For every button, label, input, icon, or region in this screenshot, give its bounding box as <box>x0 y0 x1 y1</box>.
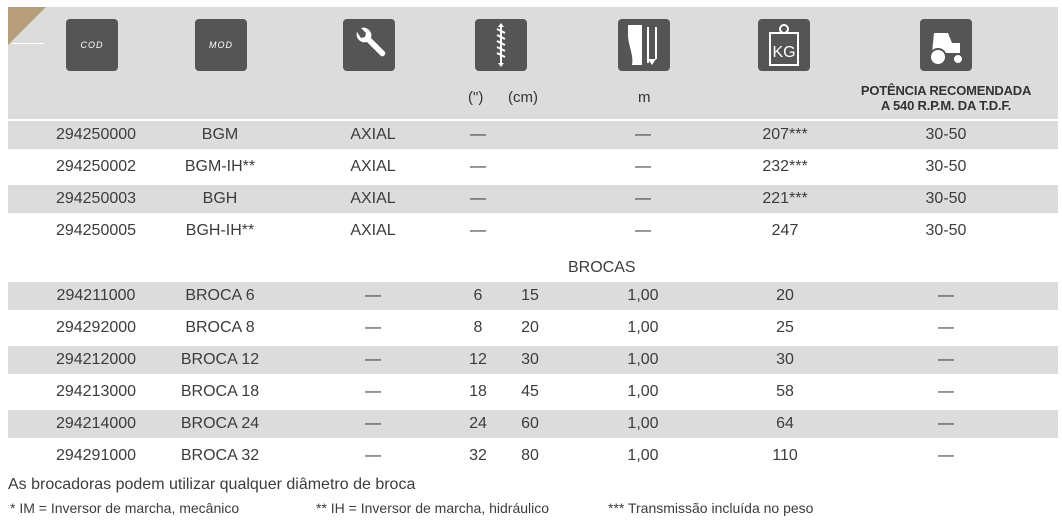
broca-kg-cell: 30 <box>776 351 794 368</box>
broca-mod-cell: BROCA 6 <box>185 287 255 304</box>
broca-cod-cell: 294213000 <box>55 383 137 400</box>
machine-trans-cell: AXIAL <box>350 126 396 143</box>
broca-inch-cell: 6 <box>473 287 483 304</box>
power-label <box>846 83 1046 113</box>
machine-mod-cell: BGH-IH** <box>185 222 255 239</box>
broca-power-cell: — <box>938 287 954 304</box>
broca-m-cell: 1,00 <box>627 287 659 304</box>
section-title: BROCAS <box>568 259 636 276</box>
wrench-icon <box>343 19 395 71</box>
machine-inch-cell: — <box>470 158 486 175</box>
machine-cod-cell: 294250002 <box>55 158 137 175</box>
machine-trans-cell: AXIAL <box>350 158 396 175</box>
machine-mod-cell: BGM-IH** <box>184 158 256 175</box>
broca-m-cell: 1,00 <box>627 319 659 336</box>
machine-cm-cell <box>508 121 552 149</box>
broca-cm-cell: 20 <box>521 319 539 336</box>
machine-row <box>8 153 1058 181</box>
broca-inch-cell: 32 <box>469 447 487 464</box>
broca-mod-cell: BROCA 8 <box>185 319 255 336</box>
table-header <box>8 7 1058 119</box>
machine-inch-cell: — <box>470 126 486 143</box>
broca-cm-cell: 15 <box>521 287 539 304</box>
broca-trans-cell: — <box>365 415 381 432</box>
machine-cod-cell: 294250003 <box>55 190 137 207</box>
machine-cod-cell: 294250005 <box>55 222 137 239</box>
machine-trans-cell: AXIAL <box>350 222 396 239</box>
broca-mod-cell: BROCA 18 <box>180 383 260 400</box>
machine-power-cell: 30-50 <box>925 190 967 207</box>
machine-m-cell: — <box>635 126 651 143</box>
tractor-icon <box>920 19 972 71</box>
footnote-im: * IM = Inversor de marcha, mecânico <box>10 500 240 516</box>
cod-icon <box>66 19 118 71</box>
broca-m-cell: 1,00 <box>627 415 659 432</box>
broca-row <box>8 410 1058 438</box>
broca-cm-cell: 60 <box>521 415 539 432</box>
broca-mod-cell: BROCA 32 <box>180 447 260 464</box>
broca-row <box>8 442 1058 470</box>
broca-trans-cell: — <box>365 287 381 304</box>
broca-mod-cell: BROCA 24 <box>180 415 260 432</box>
machine-power-cell: 30-50 <box>925 158 967 175</box>
broca-kg-cell: 64 <box>776 415 794 432</box>
broca-inch-cell: 12 <box>469 351 487 368</box>
broca-power-cell: — <box>938 351 954 368</box>
weight-kg-icon <box>758 19 810 71</box>
machine-power-cell: 30-50 <box>925 126 967 143</box>
broca-row <box>8 282 1058 310</box>
broca-cod-cell: 294214000 <box>55 415 137 432</box>
broca-inch-cell: 8 <box>473 319 483 336</box>
corner-line <box>12 43 44 44</box>
svg-text:MOD: MOD <box>209 40 233 50</box>
broca-kg-cell: 110 <box>772 447 798 464</box>
broca-cm-cell: 80 <box>521 447 539 464</box>
machine-inch-cell: — <box>470 222 486 239</box>
broca-cod-cell: 294292000 <box>55 319 137 336</box>
machine-row <box>8 217 1058 245</box>
machine-power-cell: 30-50 <box>925 222 967 239</box>
broca-kg-cell: 25 <box>776 319 794 336</box>
machine-kg-cell: 232*** <box>762 158 808 175</box>
machine-trans-cell: AXIAL <box>350 190 396 207</box>
unit-cm-label: (cm) <box>508 89 538 106</box>
machine-m-cell: — <box>635 190 651 207</box>
broca-cod-cell: 294212000 <box>55 351 137 368</box>
broca-row <box>8 314 1058 342</box>
machine-m-cell: — <box>635 222 651 239</box>
svg-text:COD: COD <box>80 40 104 50</box>
broca-kg-cell: 20 <box>776 287 794 304</box>
machine-cod-cell: 294250000 <box>55 126 137 143</box>
broca-trans-cell: — <box>365 447 381 464</box>
broca-power-cell: — <box>938 383 954 400</box>
broca-cm-cell: 45 <box>521 383 539 400</box>
broca-power-cell: — <box>938 319 954 336</box>
machine-cm-cell <box>508 185 552 213</box>
broca-power-cell: — <box>938 415 954 432</box>
broca-trans-cell: — <box>365 351 381 368</box>
machine-kg-cell: 247 <box>771 222 799 239</box>
machine-kg-cell: 207*** <box>762 126 808 143</box>
broca-mod-cell: BROCA 12 <box>180 351 260 368</box>
drill-bit-icon <box>475 19 527 71</box>
machine-row <box>8 121 1058 149</box>
machine-m-cell: — <box>635 158 651 175</box>
machine-mod-cell: BGM <box>201 126 239 143</box>
broca-cm-cell: 30 <box>521 351 539 368</box>
svg-text:KG: KG <box>772 44 796 61</box>
power-label-line1: POTÊNCIA RECOMENDADA <box>860 83 1032 98</box>
broca-power-cell: — <box>938 447 954 464</box>
power-label-line2: A 540 R.P.M. DA T.D.F. <box>880 98 1012 113</box>
machine-mod-cell: BGH <box>202 190 238 207</box>
broca-inch-cell: 18 <box>469 383 487 400</box>
broca-m-cell: 1,00 <box>627 447 659 464</box>
broca-kg-cell: 58 <box>776 383 794 400</box>
broca-trans-cell: — <box>365 319 381 336</box>
broca-m-cell: 1,00 <box>627 351 659 368</box>
broca-inch-cell: 24 <box>469 415 487 432</box>
broca-row <box>8 378 1058 406</box>
machine-row <box>8 185 1058 213</box>
unit-inch-label: (") <box>468 89 484 106</box>
broca-m-cell: 1,00 <box>627 383 659 400</box>
footnote-weight: *** Transmissão incluída no peso <box>608 500 814 516</box>
mod-icon <box>195 19 247 71</box>
broca-trans-cell: — <box>365 383 381 400</box>
machine-cm-cell <box>508 153 552 181</box>
broca-row <box>8 346 1058 374</box>
corner-accent <box>8 7 46 45</box>
unit-m-label: m <box>638 89 651 106</box>
machine-cm-cell <box>508 217 552 245</box>
machine-inch-cell: — <box>470 190 486 207</box>
machine-kg-cell: 221*** <box>762 190 808 207</box>
footnote-main: As brocadoras podem utilizar qualquer diâmetro de broca <box>8 476 416 493</box>
depth-icon <box>618 19 670 71</box>
section-brocas <box>8 254 1058 282</box>
broca-cod-cell: 294291000 <box>55 447 137 464</box>
footnote-ih: ** IH = Inversor de marcha, hidráulico <box>316 500 550 516</box>
broca-cod-cell: 294211000 <box>56 287 136 304</box>
